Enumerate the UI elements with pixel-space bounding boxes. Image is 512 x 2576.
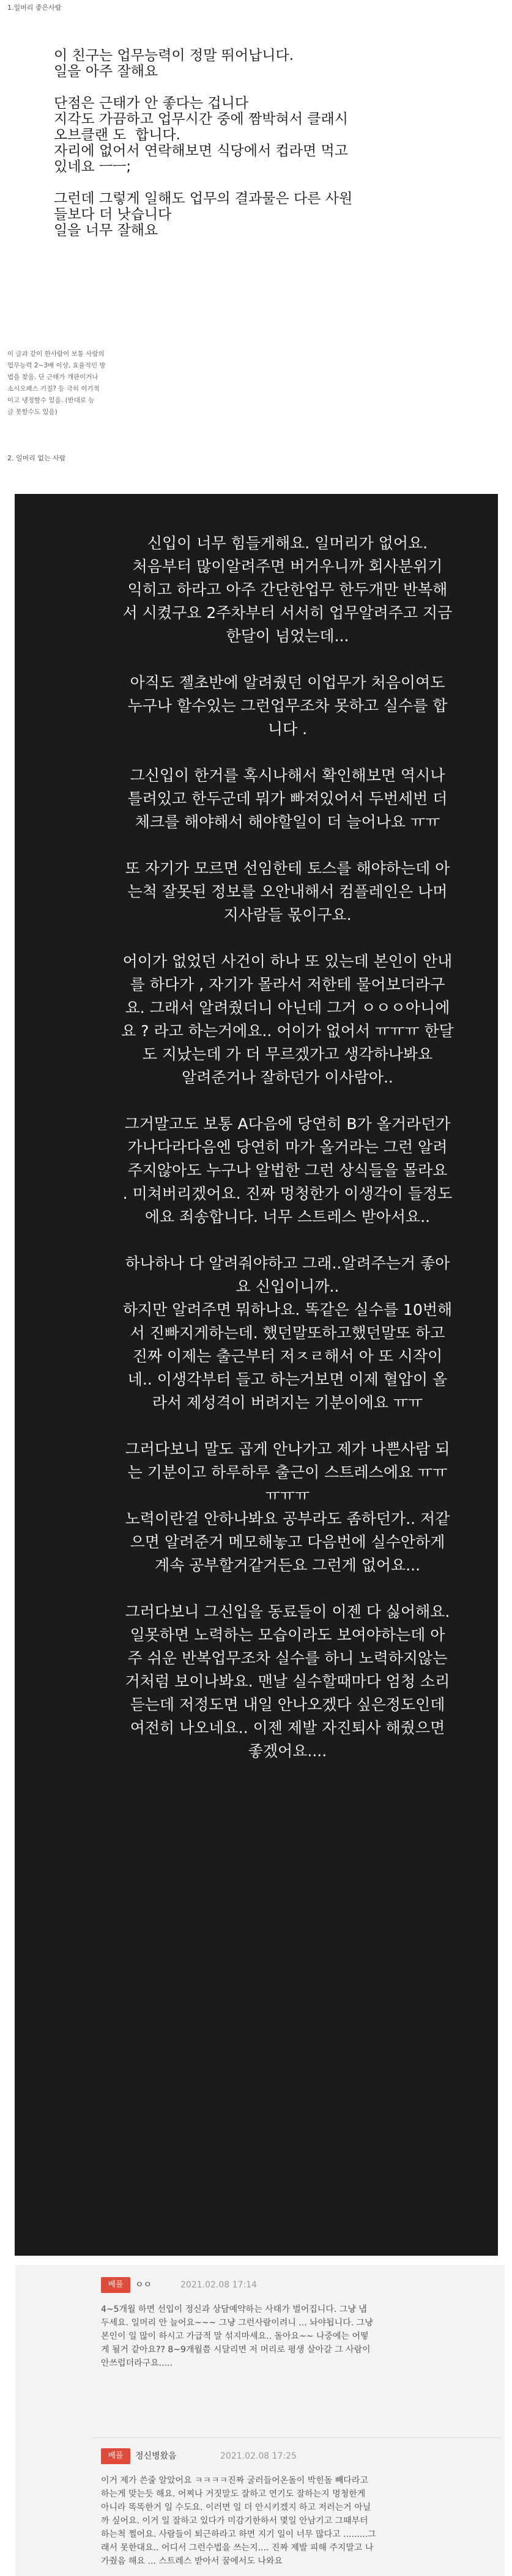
comment-time: 2021.02.08 17:25	[220, 2451, 297, 2461]
post-line	[92, 927, 483, 950]
text-line: 일을 아주 잘해요	[54, 64, 158, 79]
post-line	[92, 1229, 483, 1252]
section-2-label: 2. 일머리 없는 사람	[7, 454, 66, 462]
post-line: 그거말고도 보통 A다음에 당연히 B가 올거라던가	[124, 1115, 451, 1133]
best-comments	[15, 2265, 505, 2576]
post-line: 서 시켰구요 2주차부터 서서히 업무알려주고 지금	[122, 604, 453, 622]
post-line: 니다 .	[267, 720, 308, 738]
post-line: 체크를 해야해서 해야할일이 더 늘어나요 ㅠㅠ	[135, 813, 440, 831]
post-line: 거처럼 보이나봐요. 맨날 실수할때마다 엄청 소리	[125, 1673, 450, 1690]
comment-divider	[92, 2437, 502, 2438]
post-line: 여전히 나오네요.. 이젠 제발 자진퇴사 해줬으면	[130, 1719, 445, 1737]
post-line: 누구나 할수있는 그런업무조차 못하고 실수를 합	[127, 697, 448, 715]
comment-line: 게 될거 같아요?? 8~9개월쯤 시달리면 저 머리로 평생 살아갈 그 사람이	[101, 2345, 371, 2355]
post-line: 그러다보니 그신입을 동료들이 이젠 다 싫어해요.	[125, 1603, 450, 1621]
post-line: 는 기분이고 하루하루 출근이 스트레스에요 ㅠㅠ	[127, 1463, 448, 1481]
text-line: 지각도 가끔하고 업무시간 중에 짬박혀서 클래시	[54, 111, 348, 127]
comment-body	[101, 2303, 492, 2370]
section-1-text	[54, 48, 482, 238]
post-line	[92, 1577, 483, 1600]
post-line	[92, 1089, 483, 1113]
post-line	[92, 834, 483, 857]
note-line: 이고 냉정할수 있음. (반대로 능	[7, 397, 95, 404]
post-body	[92, 532, 483, 1763]
post-line: 를 하다가 , 자기가 몰라서 저한테 물어보더라구	[130, 976, 445, 993]
section-1-label: 1.일머리 좋은사람	[7, 4, 62, 12]
post-line: . 미쳐버리겠어요. 진짜 멍청한가 이생각이 들정도	[122, 1185, 453, 1202]
post-line: 하지만 알려주면 뭐하나요. 똑같은 실수를 10번해	[122, 1301, 453, 1319]
text-line: 자리에 없어서 연락해보면 식당에서 컵라면 먹고	[54, 143, 348, 159]
post-line: 계속 공부할거같거든요 그런게 없어요...	[154, 1556, 421, 1574]
best-badge: 베플	[101, 2448, 130, 2464]
text-line: 있네요 ㅡㅡ;	[54, 159, 132, 175]
comment-line: 두세요. 일머리 안 늘어요~~~ 그냥 그런사람이려니 ... 놔야됩니다. 그냥	[101, 2318, 373, 2328]
post-line: 지사람들 몫이구요.	[223, 906, 352, 924]
text-line: 일을 너무 잘해요	[54, 223, 158, 238]
post-line: 일못하면 노력하는 모습이라도 보여야하는데 아	[130, 1626, 445, 1644]
post-line: 처음부터 많이알려주면 버거우니까 회사분위기	[132, 558, 443, 575]
post-line: 아직도 젤초반에 알려줬던 이업무가 처음이여도	[130, 674, 445, 691]
comment-line: 안쓰럽더라구요.....	[101, 2358, 173, 2368]
comment-line: 래서 못한대요.. 어디서 그런수법을 쓰는지.... 진짜 제발 피해 주지말고 나	[101, 2543, 374, 2553]
post-line	[92, 1415, 483, 1438]
note-line: 업무능력 2~3배 이상, 효율적인 방	[7, 362, 106, 369]
post-line: 네.. 이생각부터 들고 하는거보면 이제 혈압이 올	[127, 1371, 448, 1388]
section-1-note	[7, 348, 154, 418]
note-line: 이 글과 같이 한사람이 보통 사람의	[7, 350, 105, 358]
post-line: 에요 죄송합니다. 너무 스트레스 받아서요..	[144, 1208, 431, 1226]
comment-nickname[interactable]: 정신병왔음	[135, 2451, 177, 2461]
post-line: 요 신입이니까..	[236, 1278, 339, 1295]
text-line: 들보다 더 낫습니다	[54, 207, 172, 223]
comment-body	[101, 2474, 492, 2568]
comment-line: 하는게 맞는듯 해요. 어찌나 거짓말도 잘하고 연기도 잘하는지 멍청한게	[101, 2489, 366, 2499]
post-line: 노력이란걸 안하나봐요 공부라도 좀하던가.. 저같	[125, 1510, 450, 1528]
post-line: 요. 그래서 알려줬더니 아닌데 그거 ㅇㅇㅇ아니에	[125, 999, 450, 1017]
post-line: 서 진빠지게하는데. 했던말또하고했던말또 하고	[130, 1324, 445, 1342]
post-line: 라서 제성격이 버려지는 기분이에요 ㅠㅠ	[152, 1394, 423, 1411]
post-line: 어이가 없었던 사건이 하나 또 있는데 본인이 안내	[122, 952, 453, 970]
post-line: 가나다라다음엔 당연히 마가 올거라는 그런 알려	[127, 1138, 448, 1156]
post-line: 신입이 너무 힘들게해요. 일머리가 없어요.	[147, 534, 428, 552]
post-line: ㅠㅠㅠ	[265, 1487, 310, 1504]
comment-line: 아니라 똑똑한거 일 수도요. 이러면 일 더 안시키겠지 하고 저러는거 아닐	[101, 2503, 371, 2512]
comment-line: 하는척 쩔어요. 사람들이 퇴근하라고 하면 지기 일이 너무 많다고 .........그	[101, 2530, 376, 2539]
post-line: 진짜 이제는 출근부터 저ㅈㄹ해서 아 또 시작이	[132, 1347, 443, 1365]
note-line: 소시오패스 기질? 등 극히 이기적	[7, 385, 100, 392]
post-line: 그신입이 한거를 혹시나해서 확인해보면 역시나	[130, 767, 445, 784]
post-line: 주지않아도 누구나 알법한 그런 상식들을 몰라요	[127, 1161, 448, 1179]
text-line	[54, 79, 482, 95]
comment-line: 가줬음 해요 ... 스트레스 받아서 꿈에서도 나와요	[101, 2556, 283, 2566]
post-line: 주 쉬운 반복업무조차 실수를 하니 노력하지않는	[127, 1649, 448, 1667]
post-line: 도 지났는데 가 더 무르겠가고 생각하나봐요	[142, 1045, 433, 1063]
post-line	[92, 648, 483, 671]
post-line: 또 자기가 모르면 선임한테 토스를 해야하는데 아	[125, 859, 450, 877]
post-line: 좋겠어요....	[248, 1742, 327, 1760]
comment-line: 본인이 일 많이 하시고 가급적 말 섞지마세요.. 돌아요~~ 나중에는 어떻	[101, 2331, 369, 2341]
best-badge: 베플	[101, 2277, 130, 2293]
post-line: 그러다보니 말도 곱게 안나가고 제가 나쁜사람 되	[125, 1440, 450, 1458]
text-line: 단점은 근태가 안 좋다는 겁니다	[54, 95, 249, 111]
post-line: 알려준거나 잘하던가 이사람아..	[182, 1069, 393, 1086]
comment-line: 까 싶어요. 이거 일 잘하고 있다가 미감기한하서 몇일 안남기고 그때부터	[101, 2516, 368, 2526]
post-line	[92, 741, 483, 764]
post-line: 는척 잘못된 정보를 오안내해서 컴플레인은 나머	[127, 883, 448, 900]
post-line: 요 ? 라고 하는거에요.. 어이가 없어서 ㅠㅠㅠ 한달	[121, 1022, 454, 1040]
comment-line: 이거 제가 쓴줄 알았어요 ㅋㅋㅋㅋ진짜 굴러들어온돌이 박힌돌 빼다라고	[101, 2476, 368, 2486]
note-line: 법을 찾음. 단 근태가 개판이거나	[7, 374, 98, 381]
comment-line: 4~5개월 하면 선입이 정신과 상담예약하는 사태가 벌어집니다. 그냥 냅	[101, 2305, 367, 2314]
comment-time: 2021.02.08 17:14	[180, 2280, 257, 2290]
note-line: 글 못할수도 있음)	[7, 408, 58, 416]
text-line: 이 친구는 업무능력이 정말 뛰어납니다.	[54, 48, 294, 64]
comment-nickname[interactable]: ㅇㅇ	[135, 2280, 152, 2290]
post-line: 하나하나 다 알려줘야하고 그래..알려주는거 좋아	[125, 1254, 450, 1272]
text-line	[54, 175, 482, 191]
text-line: 오브클랜 도 합니다.	[54, 127, 180, 143]
post-line: 듣는데 저정도면 내일 안나오겠다 싶은정도인데	[130, 1696, 445, 1713]
text-line: 그런데 그렇게 일해도 업무의 결과물은 다른 사원	[54, 191, 353, 207]
post-line: 한달이 넘었는데...	[226, 627, 349, 645]
post-line: 틀려있고 한두군데 뭐가 빠져있어서 두번세번 더	[127, 790, 448, 808]
post-line: 익히고 하라고 아주 간단한업무 한두개만 반복해	[127, 581, 448, 598]
post-line: 으면 알려준거 메모해놓고 다음번에 실수안하게	[130, 1533, 445, 1551]
